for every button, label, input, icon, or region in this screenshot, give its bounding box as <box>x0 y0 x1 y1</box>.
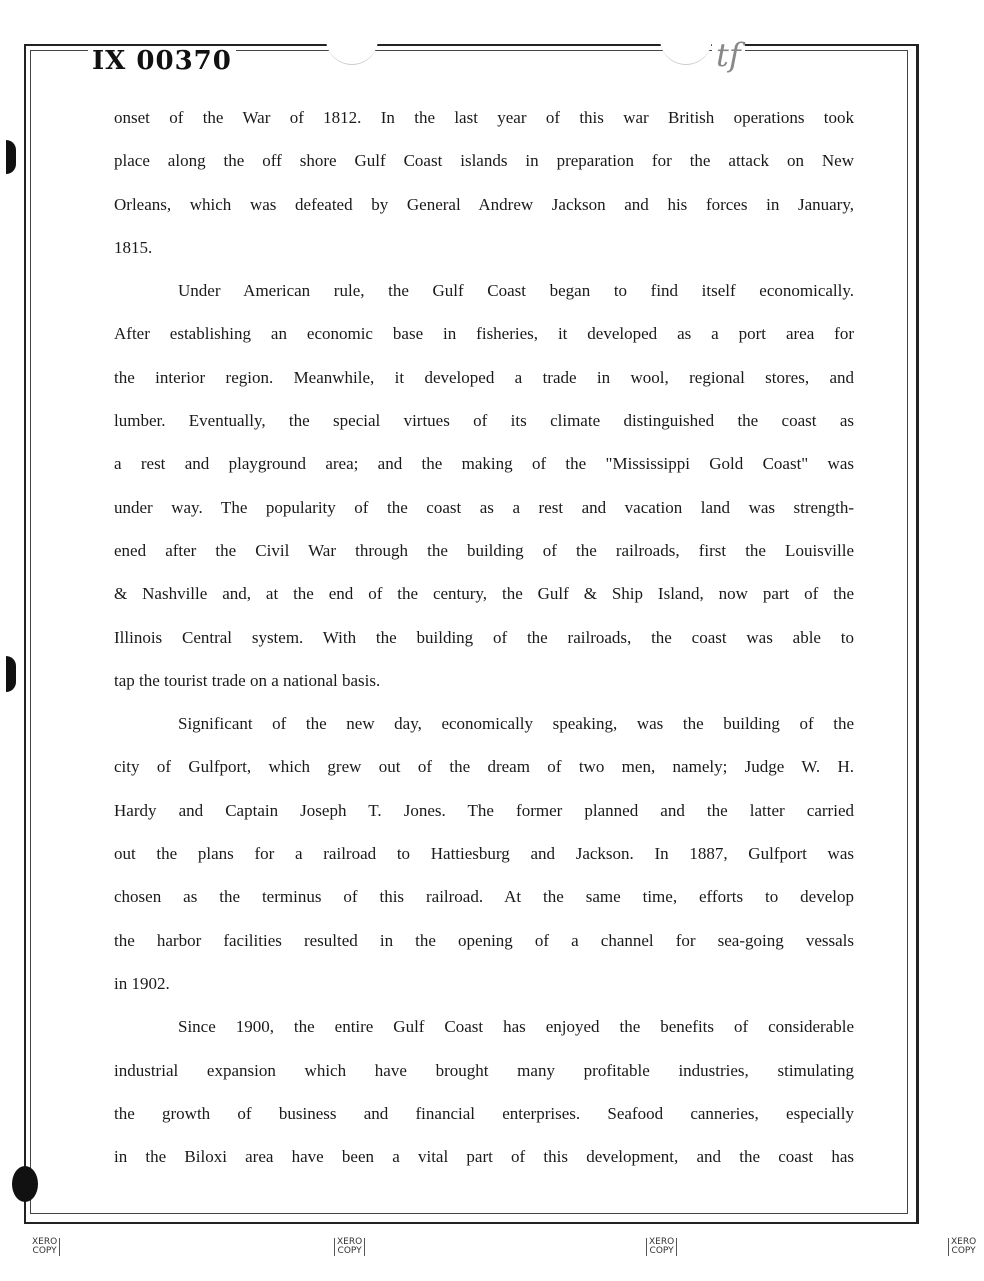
text-line: tap the tourist trade on a national basis. <box>114 670 381 690</box>
text-line: lumber. Eventually, the special virtues of its climate distinguished the coast as <box>114 411 854 431</box>
text-line: & Nashville and, at the end of the century, the Gulf & Ship Island, now part of the <box>114 584 854 604</box>
stamp-line: XERO <box>649 1237 675 1247</box>
body-text <box>114 96 854 1178</box>
xerox-stamp <box>948 1238 978 1256</box>
xerox-stamp <box>334 1238 365 1256</box>
text-line: under way. The popularity of the coast as a rest and vacation land was strength- <box>114 497 854 517</box>
text-line: in the Biloxi area have been a vital part of this development, and the coast has <box>114 1147 854 1167</box>
text-line: the growth of business and financial enterprises. Seafood canneries, especially <box>114 1103 854 1123</box>
stamp-line: COPY <box>32 1246 57 1256</box>
stamp-line: COPY <box>649 1246 674 1256</box>
text-line: industrial expansion which have brought many profitable industries, stimulating <box>114 1060 854 1080</box>
document-id: IX 00370 <box>88 46 236 76</box>
binder-clip-mark <box>6 656 16 692</box>
text-line: After establishing an economic base in fisheries, it developed as a port area for <box>114 324 854 344</box>
xerox-stamp <box>30 1238 60 1256</box>
text-line: out the plans for a railroad to Hattiesburg and Jackson. In 1887, Gulfport was <box>114 844 854 864</box>
binder-clip-mark <box>6 140 16 174</box>
text-line: onset of the War of 1812. In the last year of this war British operations took <box>114 108 854 127</box>
text-line: in 1902. <box>114 973 170 993</box>
xerox-stamp <box>646 1238 677 1256</box>
text-line: chosen as the terminus of this railroad. At the same time, efforts to develop <box>114 887 854 907</box>
text-line: ened after the Civil War through the building of the railroads, first the Louisville <box>114 540 854 560</box>
text-line: the harbor facilities resulted in the opening of a channel for sea-going vessals <box>114 930 854 950</box>
stamp-line: XERO <box>951 1237 977 1247</box>
text-line: Illinois Central system. With the building of the railroads, the coast was able to <box>114 627 854 647</box>
binder-clip-mark <box>12 1166 38 1202</box>
text-line: Significant of the new day, economically speaking, was the building of the <box>178 714 854 734</box>
text-line: Since 1900, the entire Gulf Coast has enjoyed the benefits of considerable <box>178 1017 854 1037</box>
stamp-line: XERO <box>337 1237 363 1247</box>
text-line: Orleans, which was defeated by General Andrew Jackson and his forces in January, <box>114 194 854 214</box>
text-line: the interior region. Meanwhile, it developed a trade in wool, regional stores, and <box>114 367 854 387</box>
text-line: 1815. <box>114 237 153 257</box>
text-line: Hardy and Captain Joseph T. Jones. The former planned and the latter carried <box>114 800 854 820</box>
text-line: city of Gulfport, which grew out of the dream of two men, namely; Judge W. H. <box>114 757 854 777</box>
text-line: place along the off shore Gulf Coast islands in preparation for the attack on New <box>114 151 854 171</box>
text-line: Under American rule, the Gulf Coast began to find itself economically. <box>178 281 854 301</box>
stamp-line: XERO <box>32 1237 58 1247</box>
stamp-line: COPY <box>951 1246 976 1256</box>
text-line: a rest and playground area; and the making of the "Mississippi Gold Coast" was <box>114 454 854 474</box>
corner-mark: tf <box>712 36 745 74</box>
stamp-line: COPY <box>337 1246 362 1256</box>
